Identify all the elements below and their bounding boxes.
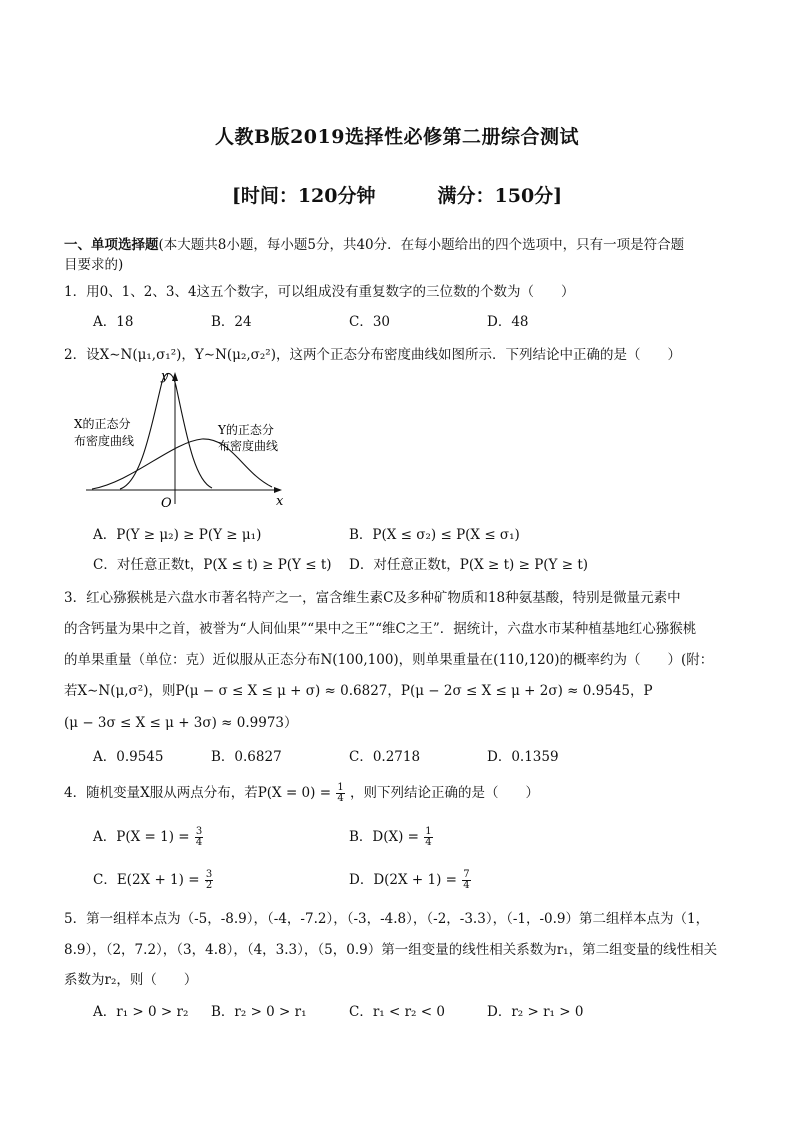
question-2-option-d: D．对任意正数t，P(X ≥ t) ≥ P(Y ≥ t) xyxy=(349,557,589,573)
question-2-option-b: B．P(X ≤ σ₂) ≤ P(X ≤ σ₁) xyxy=(349,527,520,543)
question-5-option-b: B．r₂ > 0 > r₁ xyxy=(211,1004,307,1020)
question-2-option-a: A．P(Y ≥ μ₂) ≥ P(Y ≥ μ₁) xyxy=(93,527,262,543)
x-axis-arrow xyxy=(274,487,282,493)
section-intro-line2: 目要求的) xyxy=(64,257,124,273)
question-1-option-a: A．18 xyxy=(93,314,134,330)
question-5-line2: 8.9），（2，7.2），（3，4.8），（4，3.3），（5，0.9）第一组变量的线性相关系数为r₁，第二组变量的线性相关 xyxy=(64,942,718,958)
y-axis-label: y xyxy=(161,369,169,384)
question-3-option-b: B．0.6827 xyxy=(211,749,282,765)
question-1-stem: 1．用0、1、2、3、4这五个数字，可以组成没有重复数字的三位数的个数为（ ） xyxy=(64,284,575,300)
fraction: $\frac{1}{4}$ xyxy=(425,826,432,848)
x-axis-label: x xyxy=(276,494,284,509)
question-4-option-b: B．D(X) = $\frac{1}{4}$ xyxy=(349,826,432,848)
x-curve-label-line1: X的正态分 xyxy=(74,417,131,431)
question-5-option-c: C．r₁ < r₂ < 0 xyxy=(349,1004,445,1020)
fraction: $\frac{1}{4}$ xyxy=(337,782,344,804)
fraction: $\frac{3}{4}$ xyxy=(195,826,203,848)
question-5-option-d: D．r₂ > r₁ > 0 xyxy=(487,1004,584,1020)
question-1-option-b: B．24 xyxy=(211,314,252,330)
question-2-stem: 2．设X∼N(μ₁,σ₁²)，Y∼N(μ₂,σ₂²)，这两个正态分布密度曲线如图所示．下列结论中正确的是（ ） xyxy=(64,347,681,363)
question-3-option-a: A．0.9545 xyxy=(93,749,164,765)
question-5-option-a: A．r₁ > 0 > r₂ xyxy=(93,1004,189,1020)
exam-title: 人教B版2019选择性必修第二册综合测试 xyxy=(215,126,579,148)
y-curve-label-line2: 布密度曲线 xyxy=(218,439,279,453)
question-4-option-a: A．P(X = 1) = $\frac{3}{4}$ xyxy=(93,826,203,848)
y-curve-label-line1: Y的正态分 xyxy=(218,423,274,437)
exam-meta xyxy=(0,181,794,208)
x-density-curve xyxy=(120,373,212,489)
normal-distribution-figure xyxy=(72,362,302,512)
question-3-line2: 的含钙量为果中之首，被誉为“人间仙果”“果中之王”“维C之王”．据统计，六盘水市某种植基地红心猕猴桃 xyxy=(64,621,697,637)
origin-label: O xyxy=(161,496,172,511)
question-3-line3: 的单果重量（单位：克）近似服从正态分布N(100,100)，则单果重量在(110,120)的概率约为（ ）(附： xyxy=(64,652,714,668)
question-3-line4: 若X∼N(μ,σ²)，则P(μ − σ ≤ X ≤ μ + σ) ≈ 0.6827，P(μ − 2σ ≤ X ≤ μ + 2σ) ≈ 0.9545，P xyxy=(64,683,653,699)
question-3-line5: (μ − 3σ ≤ X ≤ μ + 3σ) ≈ 0.9973） xyxy=(64,715,298,731)
question-5-line3: 系数为r₂，则（ ） xyxy=(64,972,198,988)
question-4-stem: 4．随机变量X服从两点分布，若P(X = 0) = $\frac{1}{4}$ ，则下列结论正确的是（ ） xyxy=(64,782,539,804)
question-3-option-c: C．0.2718 xyxy=(349,749,421,765)
question-4-option-d: D．D(2X + 1) = $\frac{7}{4}$ xyxy=(349,869,470,891)
fraction: $\frac{3}{2}$ xyxy=(205,869,213,891)
section-intro-line1: 一、单项选择题(本大题共8小题，每小题5分，共40分．在每小题给出的四个选项中，只有一项是符合题 xyxy=(64,237,685,253)
question-1-option-d: D．48 xyxy=(487,314,529,330)
question-3-line1: 3．红心猕猴桃是六盘水市著名特产之一，富含维生素C及多种矿物质和18种氨基酸，特别是微量元素中 xyxy=(64,590,681,606)
exam-time: [时间：120分钟 xyxy=(231,185,376,207)
question-2-option-c: C．对任意正数t，P(X ≤ t) ≥ P(Y ≤ t) xyxy=(93,557,332,573)
section-heading: 一、单项选择题 xyxy=(64,237,159,253)
exam-score: 满分：150分] xyxy=(437,185,563,207)
question-5-line1: 5．第一组样本点为（-5，-8.9），（-4，-7.2），（-3，-4.8），（-2，-3.3），（-1，-0.9）第二组样本点为（1， xyxy=(64,911,710,927)
question-4-option-c: C．E(2X + 1) = $\frac{3}{2}$ xyxy=(93,869,213,891)
question-3-option-d: D．0.1359 xyxy=(487,749,559,765)
fraction: $\frac{7}{4}$ xyxy=(463,869,470,891)
x-curve-label-line2: 布密度曲线 xyxy=(74,434,135,448)
question-1-option-c: C．30 xyxy=(349,314,391,330)
